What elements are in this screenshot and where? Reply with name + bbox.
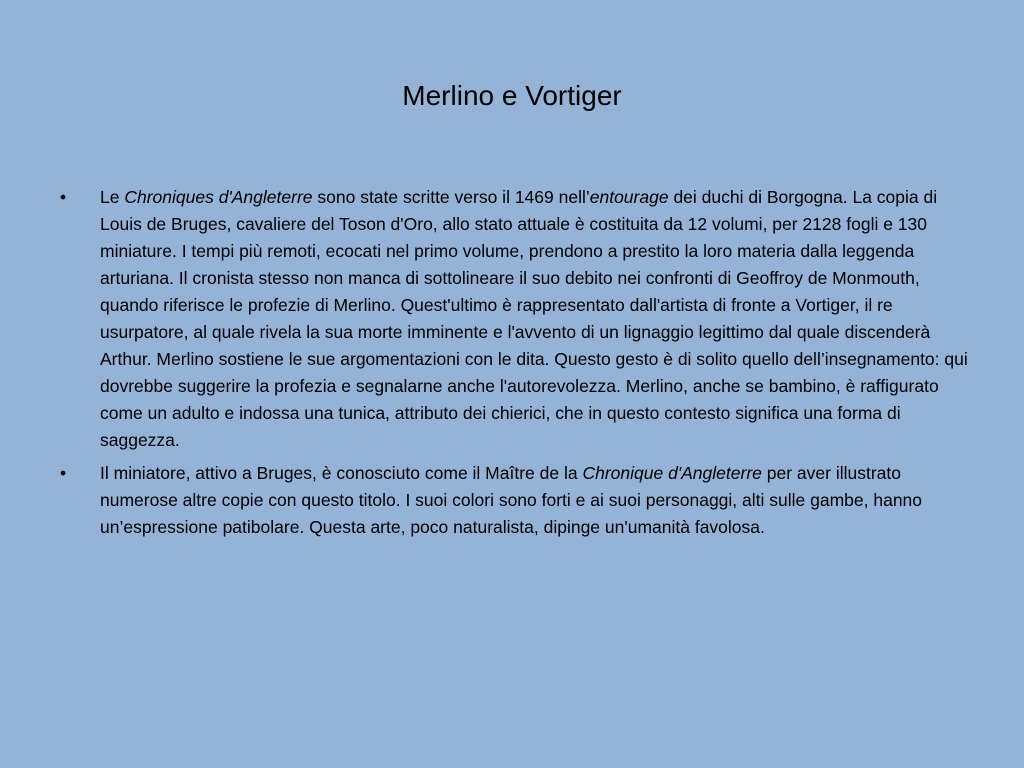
bullet-icon: • bbox=[60, 187, 67, 207]
italic-title: Chroniques d'Angleterre bbox=[124, 187, 313, 207]
text-segment: Il miniatore, attivo a Bruges, è conosciuto come il Maître de la bbox=[100, 463, 583, 483]
bullet-item bbox=[60, 184, 980, 454]
text-segment: dei duchi di Borgogna. La copia di Louis de Bruges, cavaliere del Toson d'Oro, allo stato attuale è costituita da 12 volumi, per 2128 fogli e 130 miniature. I tempi più remoti, ecocati nel primo volume, prendono a prestito la loro materia dalla leggenda arturiana. Il cronista stesso non manca di sottolineare il suo debito nei confronti di Geoffroy de Monmouth, quando riferisce le profezie di Merlino. Quest'ultimo è rappresentato dall'artista di fronte a Vortiger, il re usurpatore, al quale rivela la sua morte imminente e l'avvento di un lignaggio legittimo dal quale discenderà Arthur. Merlino sostiene le sue argomentazioni con le dita. Questo gesto è di solito quello dell’insegnamento: qui dovrebbe suggerire la profezia e segnalarne anche l'autorevolezza. Merlino, anche se bambino, è raffigurato come un adulto e indossa una tunica, attributo dei chierici, che in questo contesto significa una forma di saggezza. bbox=[100, 187, 968, 450]
italic-term: entourage bbox=[589, 187, 669, 207]
text-segment: per aver illustrato numerose altre copie con questo titolo. I suoi colori sono forti e ai suoi personaggi, alti sulle gambe, hanno un’espressione patibolare. Questa arte, poco naturalista, dipinge un'umanità favolosa. bbox=[100, 463, 923, 537]
slide-title: Merlino e Vortiger bbox=[402, 80, 622, 111]
bullet-text bbox=[100, 463, 922, 537]
bullet-text bbox=[100, 187, 968, 450]
bullet-item bbox=[60, 460, 980, 541]
text-segment: Le bbox=[100, 187, 125, 207]
bullet-icon: • bbox=[60, 463, 67, 483]
italic-title: Chronique d'Angleterre bbox=[582, 463, 762, 483]
bullet-list bbox=[60, 184, 980, 547]
text-segment: sono state scritte verso il 1469 nell’ bbox=[312, 187, 590, 207]
